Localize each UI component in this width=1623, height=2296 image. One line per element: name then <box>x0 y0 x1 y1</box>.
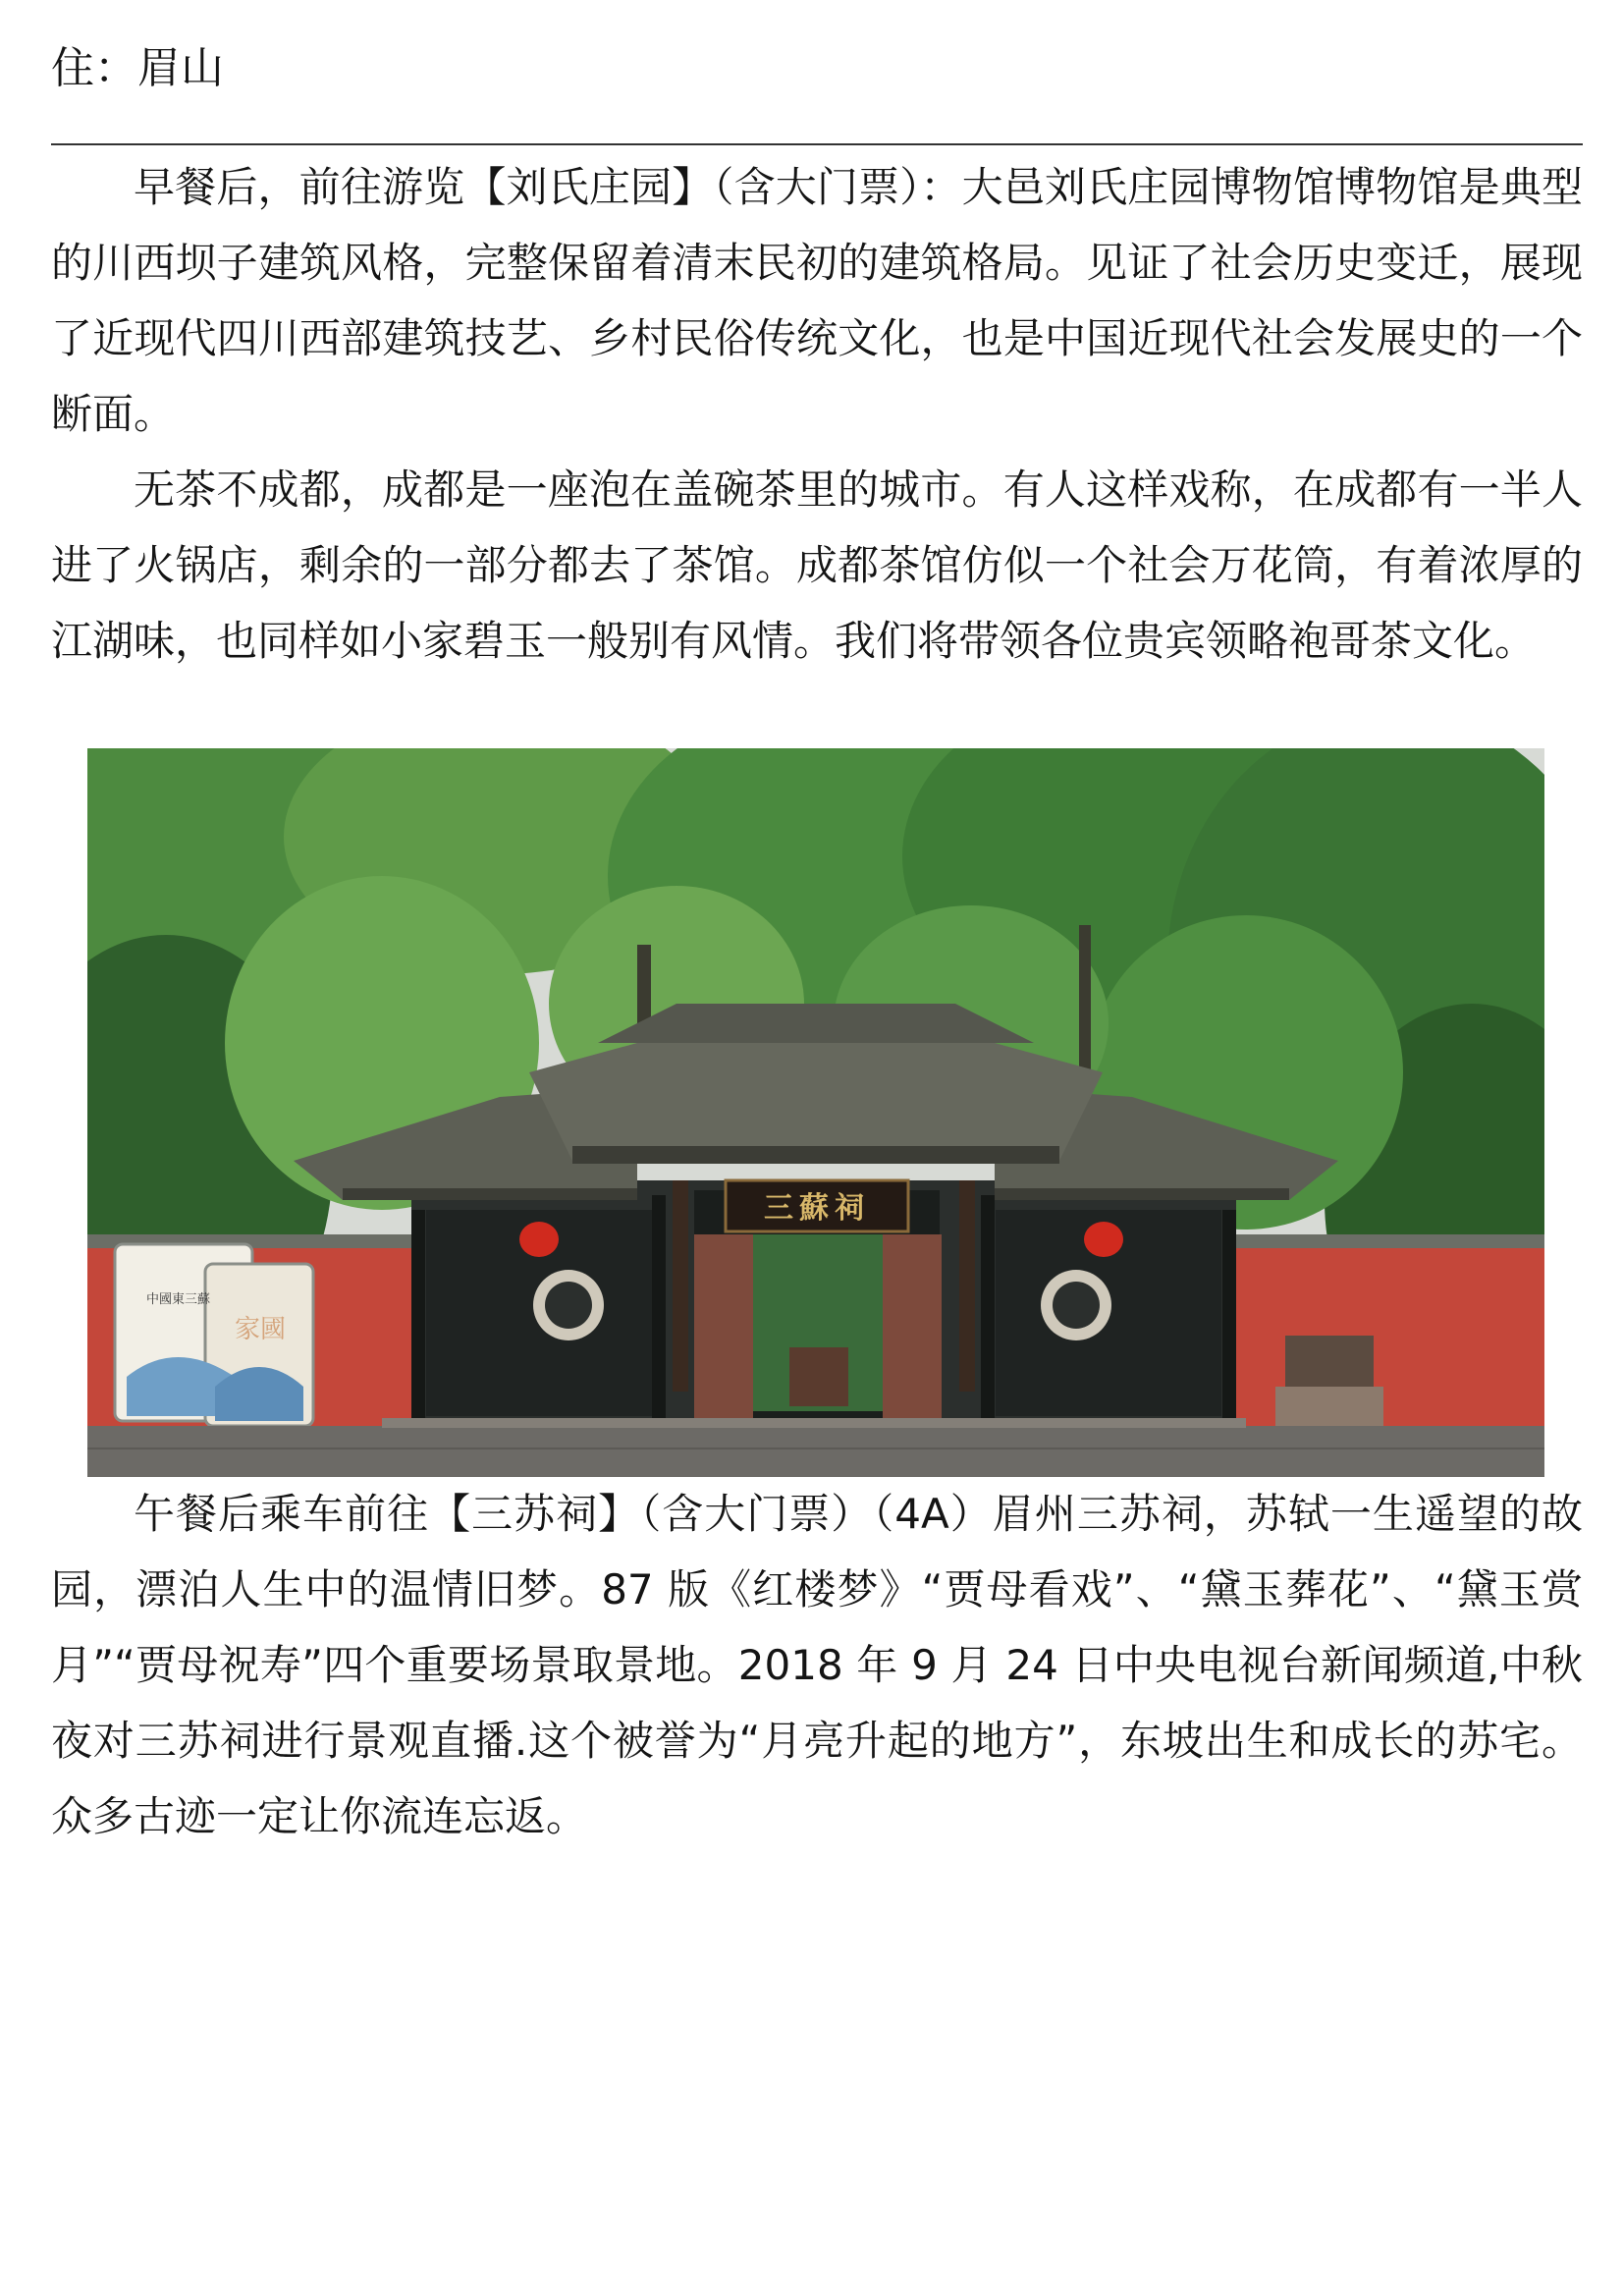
signboard-text: 中國東三蘇 <box>146 1292 211 1307</box>
stone-stele <box>1275 1336 1383 1426</box>
paragraph-sansu-temple: 午餐后乘车前往【三苏祠】（含大门票）（4A）眉州三苏祠，苏轼一生遥望的故园，漂泊人生中的温情旧梦。87 版《红楼梦》“贾母看戏”、“黛玉葬花”、“黛玉赏月”“贾母祝寿”四个重要场景取景地。2018 年 9 月 24 日中央电视台新闻频道,中秋夜对三苏祠进行景观直播.这个被誉为“月亮升起的地方”，东坡出生和成长的苏宅。众多古迹一定让你流连忘返。 <box>51 1490 1583 1840</box>
sansu-temple-photo <box>87 748 1544 1477</box>
location-heading: 住：眉山 <box>51 43 224 93</box>
section-divider <box>51 143 1583 145</box>
temple-plaque <box>726 1180 908 1231</box>
signboard <box>115 1244 313 1426</box>
signboard-side-text: 家國 <box>235 1315 287 1344</box>
paragraph-tea-culture: 无茶不成都，成都是一座泡在盖碗茶里的城市。有人这样戏称，在成都有一半人进了火锅店，剩余的一部分都去了茶馆。成都茶馆仿似一个社会万花筒，有着浓厚的江湖味，也同样如小家碧玉一般别有风情。我们将带领各位贵宾领略袍哥茶文化。 <box>51 465 1583 665</box>
paragraph-liu-manor: 早餐后，前往游览【刘氏庄园】（含大门票）：大邑刘氏庄园博物馆博物馆是典型的川西坝子建筑风格，完整保留着清末民初的建筑格局。见证了社会历史变迁，展现了近现代四川西部建筑技艺、乡村民俗传统文化，也是中国近现代社会发展史的一个断面。 <box>51 163 1583 438</box>
plaque-text: 三蘇祠 <box>764 1191 870 1226</box>
